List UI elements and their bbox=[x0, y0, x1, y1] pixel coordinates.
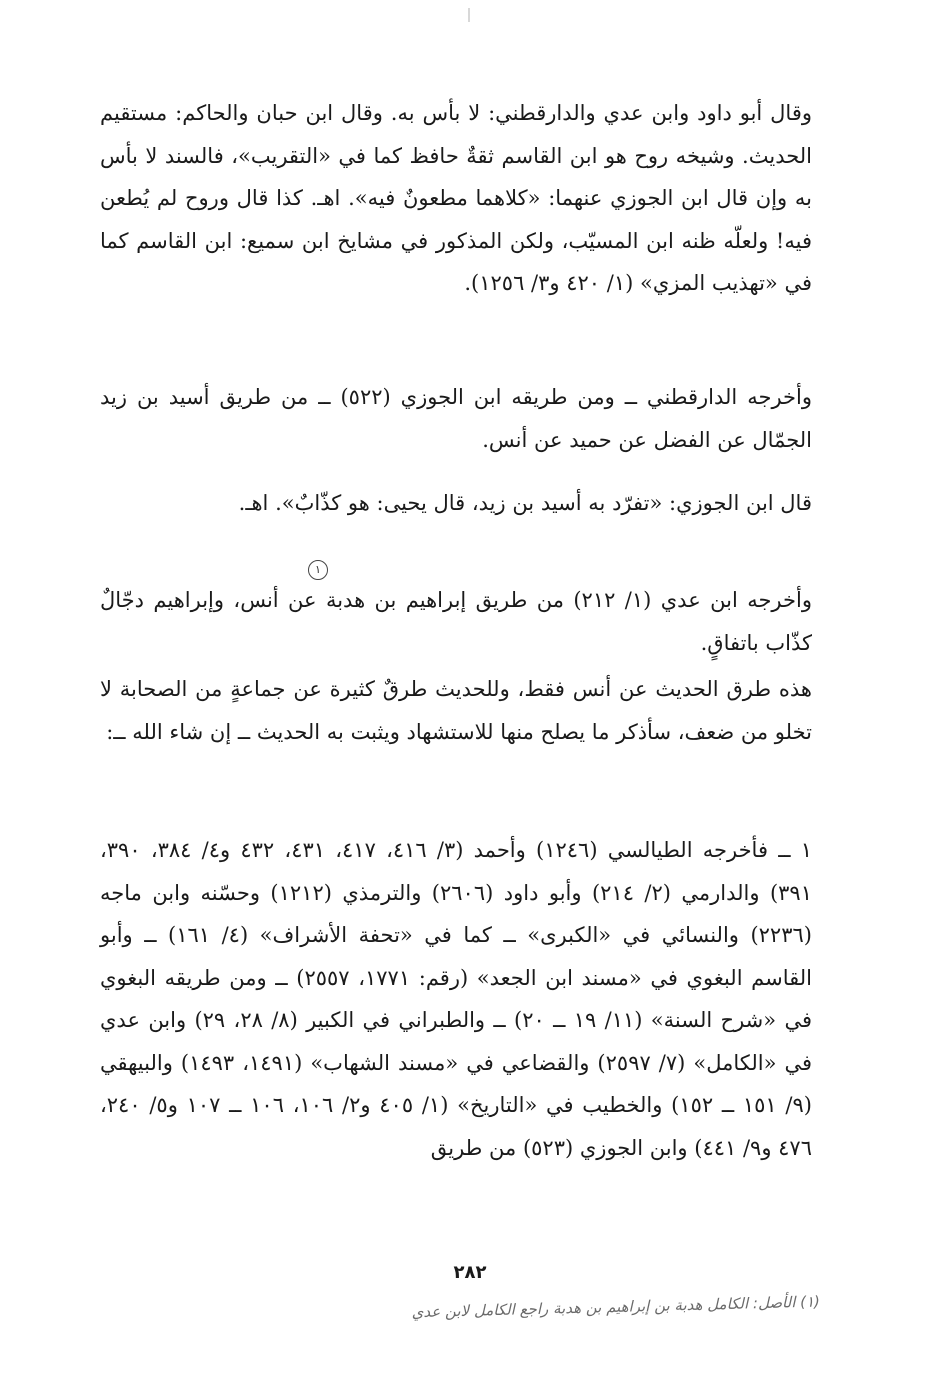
paragraph-4: وأخرجه ابن عدي (١/ ٢١٢) من طريق إبراهيم بن هدبة عن أنس، وإبراهيم دجّالٌ كذّاب باتفاقٍ. bbox=[100, 588, 812, 655]
paragraph-3: قال ابن الجوزي: «تفرّد به أسيد بن زيد، قال يحيى: هو كذّابٌ». اهـ. bbox=[238, 491, 812, 515]
paragraph-6: ١ ــ فأخرجه الطيالسي (١٢٤٦) وأحمد (٣/ ٤١٦، ٤١٧، ٤٣١، ٤٣٢ و٤/ ٣٨٤، ٣٩٠، ٣٩١) والدارمي (٢/ ٢١٤) وأبو داود (٢٦٠٦) والترمذي (١٢١٢) وحسّنه وابن ماجه (٢٢٣٦) والنسائي في «الكبرى» ــ كما في «تحفة الأشراف» (٤/ ١٦١) ــ وأبو القاسم البغوي في «مسند ابن الجعد» (رقم: ١٧٧١، ٢٥٥٧) ــ ومن طريقه البغوي في «شرح السنة» (١١/ ١٩ ــ ٢٠) ــ والطبراني في الكبير (٨/ ٢٨، ٢٩) وابن عدي في «الكامل» (٧/ ٢٥٩٧) والقضاعي في «مسند الشهاب» (١٤٩١، ١٤٩٣) والبيهقي (٩/ ١٥١ ــ ١٥٢) والخطيب في «التاريخ» (١/ ٤٠٥ و٢/ ١٠٦، ١٠٦ ــ ١٠٧ و٥/ ٢٤٠، ٤٧٦ و٩/ ٤٤١) وابن الجوزي (٥٢٣) من طريق bbox=[100, 838, 812, 1160]
paragraph-5: هذه طرق الحديث عن أنس فقط، وللحديث طرقٌ كثيرة عن جماعةٍ من الصحابة لا تخلو من ضعف، سأذكر ما يصلح منها للاستشهاد ويثبت به الحديث ــ إن شاء الله ــ: bbox=[100, 677, 812, 744]
paragraph-2: وأخرجه الدارقطني ــ ومن طريقه ابن الجوزي (٥٢٢) ــ من طريق أسيد بن زيد الجمّال عن الفضل عن حميد عن أنس. bbox=[100, 385, 812, 452]
page-body bbox=[100, 92, 812, 1292]
paragraph-1: وقال أبو داود وابن عدي والدارقطني: لا بأس به. وقال ابن حبان والحاكم: مستقيم الحديث. وشيخه روح هو ابن القاسم ثقةٌ حافظ كما في «التقريب»، فالسند لا بأس به وإن قال ابن الجوزي عنهما: «كلاهما مطعونٌ فيه». اهـ. كذا قال وروح لم يُطعن فيه! ولعلّه ظنه ابن المسيّب، ولكن المذكور في مشايخ ابن سميع: ابن القاسم كما في «تهذيب المزي» (١/ ٤٢٠ و٣/ ١٢٥٦). bbox=[100, 101, 813, 295]
page-number: ٢٨٢ bbox=[453, 1262, 487, 1283]
handwritten-footnote: (١) الأصل: الكامل هدبة بن إبراهيم بن هدبة راجع الكامل لابن عدي bbox=[411, 1292, 821, 1322]
footnote-marker: ١ bbox=[308, 560, 328, 580]
scan-mark bbox=[468, 8, 470, 22]
